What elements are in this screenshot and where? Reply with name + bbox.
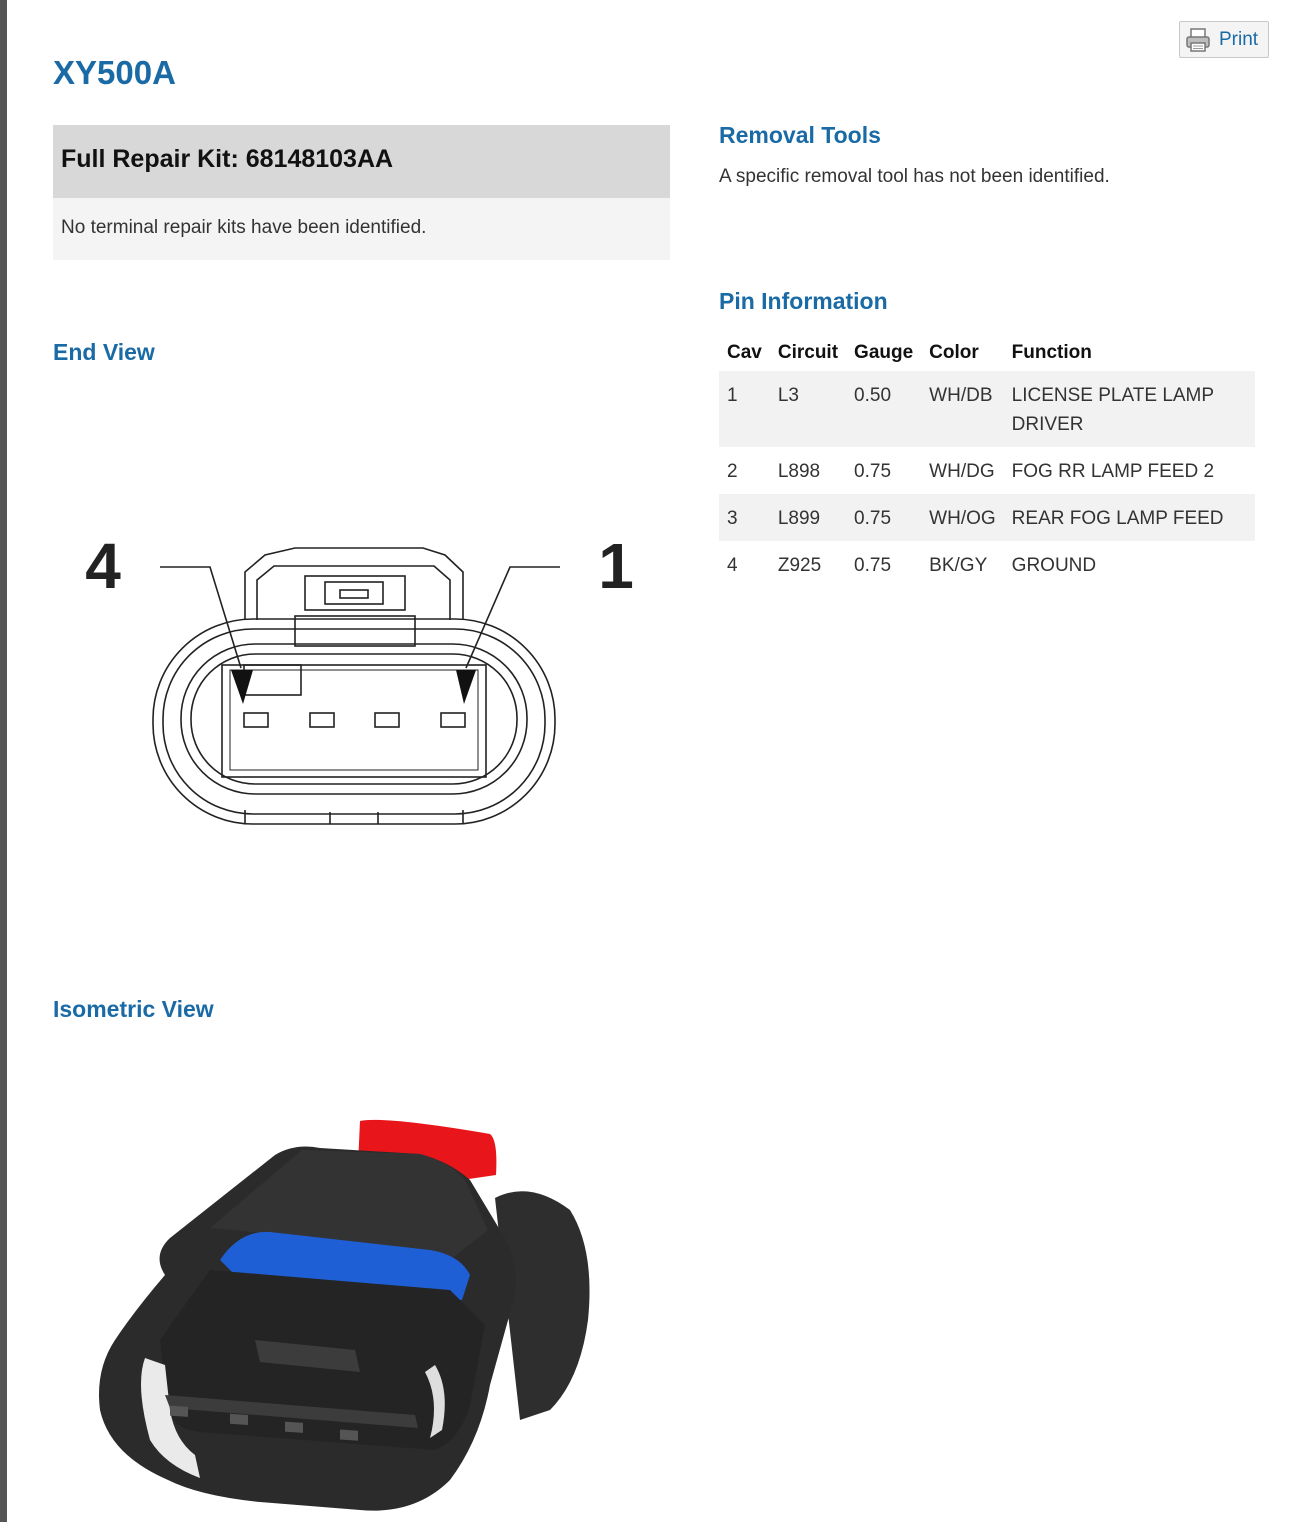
cell-cav: 2 — [727, 461, 738, 482]
column-header-circuit: Circuit — [777, 342, 839, 363]
cell-function: REAR FOG LAMP FEED — [1011, 508, 1224, 529]
table-row — [719, 494, 1255, 541]
cell-circuit: L898 — [777, 461, 821, 482]
repair-kit-note: No terminal repair kits have been identified. — [53, 198, 670, 260]
column-header-color: Color — [929, 342, 979, 363]
cell-cav: 1 — [727, 385, 738, 406]
pin-information-heading: Pin Information — [719, 288, 888, 314]
cavity-label-4: 4 — [85, 530, 121, 602]
cavity-4 — [244, 713, 268, 727]
pin-table-header-row — [719, 335, 1255, 371]
table-row — [719, 541, 1255, 588]
cell-color: WH/DB — [929, 385, 993, 406]
cavity-3 — [310, 713, 334, 727]
window-left-edge — [0, 0, 7, 1522]
cell-cav: 4 — [727, 555, 738, 576]
cell-function: LICENSE PLATE LAMP DRIVER — [1011, 385, 1214, 435]
removal-tools-heading: Removal Tools — [719, 122, 881, 148]
cell-gauge: 0.75 — [854, 555, 892, 576]
cell-color: WH/OG — [929, 508, 996, 529]
cavity-2 — [375, 713, 399, 727]
column-header-function: Function — [1011, 342, 1092, 363]
table-row — [719, 371, 1255, 447]
end-view-drawing — [60, 520, 660, 840]
cell-gauge: 0.75 — [854, 508, 892, 529]
printer-icon — [1185, 27, 1211, 53]
isometric-view-image — [90, 1110, 610, 1522]
column-header-gauge: Gauge — [854, 342, 914, 363]
cavity-1 — [441, 713, 465, 727]
cell-color: WH/DG — [929, 461, 995, 482]
print-button-label: Print — [1219, 28, 1259, 50]
cavity-label-1: 1 — [598, 530, 634, 602]
cell-gauge: 0.75 — [854, 461, 892, 482]
cell-color: BK/GY — [929, 555, 988, 576]
connector-title: XY500A — [53, 54, 176, 91]
isometric-view-heading: Isometric View — [53, 996, 214, 1022]
cell-cav: 3 — [727, 508, 738, 529]
cell-function: GROUND — [1011, 555, 1097, 576]
cell-circuit: L899 — [777, 508, 821, 529]
cell-circuit: Z925 — [777, 555, 822, 576]
pin-table — [719, 335, 1255, 588]
removal-tools-text: A specific removal tool has not been identified. — [719, 166, 1110, 187]
cell-circuit: L3 — [777, 385, 799, 406]
repair-kit-header: Full Repair Kit: 68148103AA — [53, 125, 670, 198]
table-row — [719, 447, 1255, 494]
column-header-cav: Cav — [727, 342, 762, 363]
print-button[interactable] — [1179, 21, 1269, 58]
cell-function: FOG RR LAMP FEED 2 — [1011, 461, 1215, 482]
cell-gauge: 0.50 — [854, 385, 892, 406]
repair-kit-panel — [53, 125, 670, 260]
end-view-heading: End View — [53, 339, 155, 365]
